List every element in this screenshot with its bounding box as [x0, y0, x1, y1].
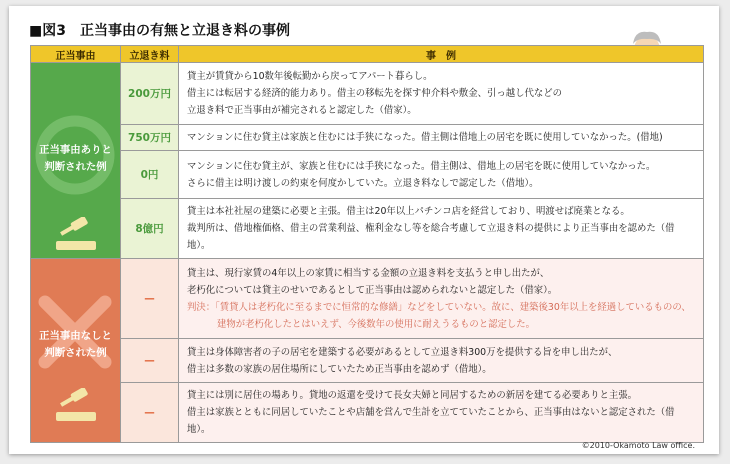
case-cell	[179, 125, 704, 151]
figure-title: ■図3 正当事由の有無と立退き料の事例	[29, 23, 290, 39]
header-compensation: 立退き料	[121, 46, 179, 63]
table-row	[31, 199, 704, 259]
case-cell	[179, 259, 704, 339]
gavel-icon	[54, 388, 98, 422]
case-line: 借主は家族とともに同居していたことや店舗を営んで生計を立てていたことから、正当事由はないと認定された（借地）。	[187, 407, 675, 435]
copyright-notice: ©2010-Okamoto Law office.	[581, 441, 695, 450]
case-cell	[179, 151, 704, 199]
category-unjustified	[31, 259, 121, 443]
case-line: 貸主には別に居住の場あり。貸地の返還を受けて長女夫婦と同居するための新居を建てる必要ありと主張。	[187, 390, 638, 401]
judgment-line: 建物が老朽化したとはいえず、今後数年の使用に耐えうるものと認定した。	[217, 318, 536, 330]
case-line: 貸主は身体障害者の子の居宅を建築する必要があるとして立退き料300万を提供する旨を申し出たが、	[187, 346, 618, 358]
case-line: 借主には転居する経済的能力あり。借主の移転先を探す仲介料や敷金、引っ越し代などの	[187, 88, 563, 99]
amount-cell: 8億円	[121, 199, 179, 259]
case-cell	[179, 63, 704, 125]
table-row	[31, 125, 704, 151]
category-justified-line-2: 判断された例	[44, 160, 107, 173]
figure-card	[9, 6, 719, 454]
amount-cell: —	[121, 383, 179, 443]
case-cell	[179, 199, 704, 259]
table-row	[31, 151, 704, 199]
table-row	[31, 259, 704, 339]
case-line: 裁判所は、借地権価格、借主の営業利益、権利金なし等を総合考慮して立退き料の提供により正当事由を認めた（借地）。	[187, 223, 675, 251]
case-line: 貸主は、現行家賃の4年以上の家賃に相当する金額の立退き料を支払うと申し出たが、	[187, 267, 550, 279]
case-line: 老朽化については貸主のせいであるとして正当事由は認められないと認定した（借家）。	[187, 284, 558, 296]
table-row	[31, 63, 704, 125]
header-cases: 事 例	[179, 46, 704, 63]
table-header-row	[31, 46, 704, 63]
header-justification: 正当事由	[31, 46, 121, 63]
case-cell	[179, 339, 704, 383]
amount-cell: 200万円	[121, 63, 179, 125]
amount-cell: 0円	[121, 151, 179, 199]
case-line: マンションに住む貸主は家族と住むには手狭になった。借主側は借地上の居宅を既に使用していなかった。(借地)	[187, 132, 663, 143]
case-line: 借主は多数の家族の居住場所にしていたため正当事由を認めず（借地）。	[187, 363, 492, 375]
category-justified	[31, 63, 121, 259]
amount-cell: —	[121, 259, 179, 339]
amount-cell: —	[121, 339, 179, 383]
case-line: さらに借主は明け渡しの約束を何度かしていた。立退き料なしで認定した（借地）。	[187, 177, 539, 189]
cases-table	[30, 45, 704, 443]
table-row	[31, 383, 704, 443]
category-justified-line-1: 正当事由ありと	[39, 143, 112, 156]
case-line: マンションに住む貸主が、家族と住むには手狭になった。借主側は、借地上の居宅を既に使用していなかった。	[187, 160, 656, 172]
category-unjustified-line-2: 判断された例	[44, 346, 107, 359]
gavel-icon	[54, 217, 98, 251]
case-line: 立退き料で正当事由が補完されると認定した（借家）。	[187, 105, 417, 116]
case-line: 貸主が賃貸から10数年後転勤から戻ってアパート暮らし。	[187, 71, 433, 82]
table-row	[31, 339, 704, 383]
amount-cell: 750万円	[121, 125, 179, 151]
judgment-line: 判決：「賃貸人は老朽化に至るまでに恒常的な修繕」などをしていない。故に、建築後30年以上を経過しているものの、	[187, 301, 691, 313]
category-unjustified-line-1: 正当事由なしと	[39, 329, 112, 342]
case-line: 貸主は本社社屋の建築に必要と主張。借主は20年以上パチンコ店を経営しており、明渡せば廃業となる。	[187, 206, 630, 217]
case-cell	[179, 383, 704, 443]
